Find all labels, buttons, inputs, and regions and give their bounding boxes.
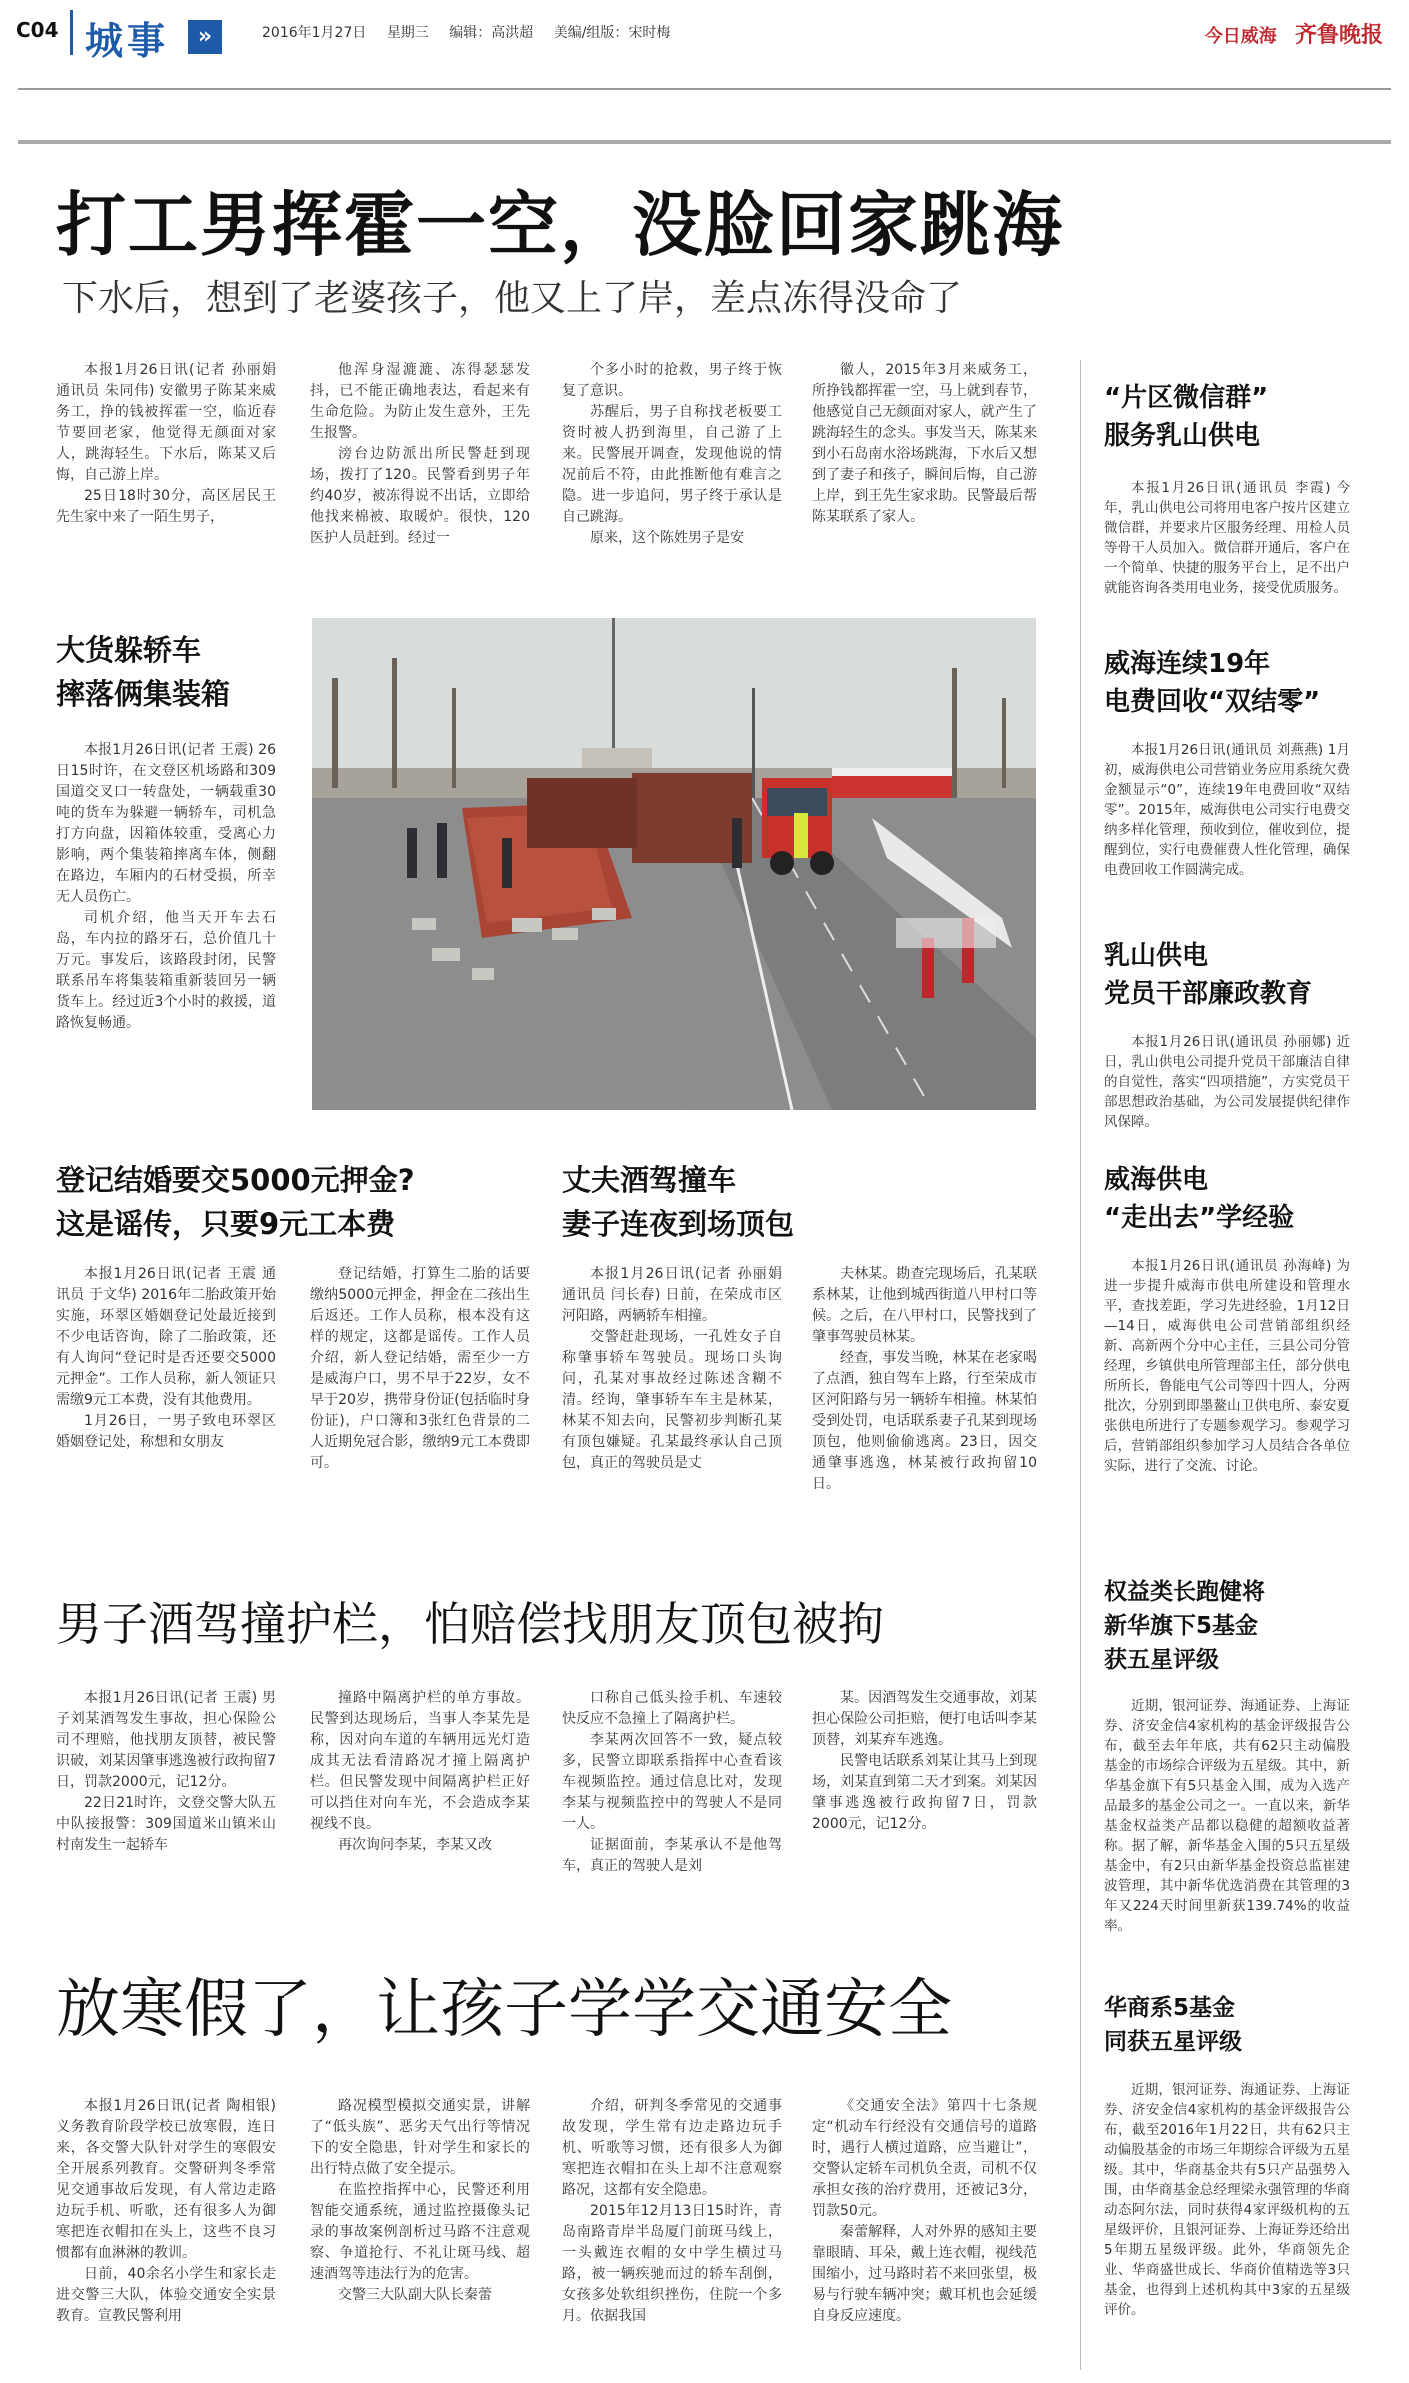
winter-col-3 xyxy=(562,2096,782,2372)
sidebar-1-title-1: “片区微信群” xyxy=(1104,383,1269,413)
truck-body xyxy=(56,740,276,1080)
issue-weekday: 星期三 xyxy=(386,25,429,41)
paragraph: 口称自己低头捡手机、车速较快反应不急撞上了隔离护栏。 xyxy=(562,1690,782,1727)
masthead xyxy=(1205,18,1383,49)
drunk-col-3 xyxy=(562,1688,782,1898)
winter-col-1 xyxy=(56,2096,276,2372)
paragraph: 秦蕾解释，人对外界的感知主要靠眼睛、耳朵，戴上连衣帽，视线范围缩小，过马路时若不来回张望，极易与行驶车辆冲突；戴耳机也会延缓自身反应速度。 xyxy=(812,2224,1037,2324)
paragraph: 本报1月26日讯(记者 孙丽娟 通讯员 朱同伟) 安徽男子陈某来威务工，挣的钱被挥霍一空，临近春节要回老家，他觉得无颜面对家人，跳海轻生。下水后，陈某又后悔，自己游上岸。 xyxy=(56,362,276,483)
paragraph: 在监控指挥中心，民警还利用智能交通系统，通过监控摄像头记录的事故案例剖析过马路不注意观察、争道抢行、不礼让斑马线、超速酒驾等违法行为的危害。 xyxy=(310,2182,530,2282)
paragraph: 介绍，研判冬季常见的交通事故发现，学生常有边走路边玩手机、听歌等习惯，还有很多人为御寒把连衣帽扣在头上却不注意观察路况，这都有安全隐患。 xyxy=(562,2098,782,2198)
paragraph: 25日18时30分，高区居民王先生家中来了一陌生男子， xyxy=(56,488,276,525)
sidebar-3-title-2: 党员干部廉政教育 xyxy=(1104,979,1313,1009)
sidebar-4-body: 本报1月26日讯(通讯员 孙海峰) 为进一步提升威海市供电所建设和管理水平，查找差距，学习先进经验，1月12日—14日，威海供电公司营销部组织经新、高新两个分中心主任，三县公司分管经理，乡镇供电所管理部主任，部分供电所所长，鲁能电气公司等四十四人，分两批次，分别到即墨鳌山卫供电所、泰安夏张供电所进行了专题参观学习。参观学习后，营销部组织参加学习人员结合各单位实际，进行了交流、讨论。 xyxy=(1104,1258,1350,1474)
drunk-col-2 xyxy=(310,1688,530,1898)
sidebar-1-title-2: 服务乳山供电 xyxy=(1104,421,1261,451)
edition-name: 今日威海 xyxy=(1204,26,1277,47)
sidebar-divider xyxy=(1080,360,1081,2370)
drunk-col-1 xyxy=(56,1688,276,1898)
sidebar-2-title-1: 威海连续19年 xyxy=(1104,649,1271,679)
paragraph: 某。因酒驾发生交通事故，刘某担心保险公司拒赔，便打电话叫李某顶替，刘某弃车逃逸。 xyxy=(812,1690,1037,1748)
sidebar-4-title-2: “走出去”学经验 xyxy=(1104,1203,1295,1233)
marriage-col-1 xyxy=(56,1264,276,1516)
sidebar-3-title-1: 乳山供电 xyxy=(1104,941,1209,971)
paragraph: 证据面前，李某承认不是他驾车，真正的驾驶人是刘 xyxy=(562,1837,782,1874)
truck-title-1: 大货躲轿车 xyxy=(56,633,202,667)
sidebar-5-body: 近期，银河证券、海通证券、上海证券、济安金信4家机构的基金评级报告公布，截至去年年底，共有62只主动偏股基金的市场综合评级为五星级。其中，新华基金旗下有5只基金入围，成为入选产品最多的基金公司之一。一直以来，新华基金权益类产品都以稳健的超额收益著称。据了解，新华基金入围的5只五星级基金中，有2只由新华基金投资总监崔建波管理，其中新华优选消费在其管理的3年又224天时间里新获139.74%的收益率。 xyxy=(1104,1698,1350,1934)
sidebar-6-title-2: 同获五星评级 xyxy=(1104,2029,1242,2055)
issue-date: 2016年1月27日 xyxy=(262,25,367,41)
top-thick-rule xyxy=(18,140,1391,144)
brand-logo: 齐鲁晚报 xyxy=(1294,22,1383,48)
winter-col-4 xyxy=(812,2096,1037,2372)
sidebar-6-body: 近期，银河证券、海通证券、上海证券、济安金信4家机构的基金评级报告公布，截至2016年1月22日，共有62只主动偏股基金的市场三年期综合评级为五星级。其中，华商基金共有5只产品强势入围，由华商基金总经理梁永强管理的华商动态阿尔法，同时获得4家评级机构的五星级评价，且银河证券、上海证券还给出5年期五星级评级。此外，华商领先企业、华商盛世成长、华商价值精选等3只基金，也得到上述机构其中3家的五星级评价。 xyxy=(1104,2082,1350,2318)
paragraph: 经查，事发当晚，林某在老家喝了点酒，独自驾车上路，行至荣成市区河阳路与另一辆轿车相撞。林某怕受到处罚，电话联系妻子孔某到现场顶包，他则偷偷逃离。23日，因交通肇事逃逸，林某被行政拘留10日。 xyxy=(812,1350,1037,1492)
marriage-col-2: 登记结婚，打算生二胎的话要缴纳5000元押金，押金在二孩出生后返还。工作人员称，根本没有这样的规定，这都是谣传。工作人员介绍，新人登记结婚，需至少一方是威海户口，男不早于22岁，女不早于20岁，携带身份证(包括临时身份证)，户口簿和3张红色背景的二人近期免冠合影，缴纳9元工本费即可。 xyxy=(310,1266,530,1471)
paragraph: 滂台边防派出所民警赶到现场，拨打了120。民警看到男子年约40岁，被冻得说不出话，立即给他找来棉被、取暖炉。很快，120医护人员赶到。经过一 xyxy=(310,446,530,546)
paragraph: 路况模型模拟交通实景，讲解了“低头族”、恶劣天气出行等情况下的安全隐患，针对学生和家长的出行特点做了安全提示。 xyxy=(310,2098,530,2177)
paragraph: 苏醒后，男子自称找老板要工资时被人扔到海里，自己游了上来。民警展开调查，发现他说的情况前后不符，由此推断他有难言之隐。进一步追问，男子终于承认是自己跳海。 xyxy=(562,404,782,525)
paragraph: 22日21时许，文登交警大队五中队接报警：309国道米山镇米山村南发生一起轿车 xyxy=(56,1795,276,1853)
paragraph: 个多小时的抢救，男子终于恢复了意识。 xyxy=(562,362,782,399)
paragraph: 日前，40余名小学生和家长走进交警三大队，体验交通安全实景教育。宣教民警利用 xyxy=(56,2266,276,2324)
paragraph: 司机介绍，他当天开车去石岛，车内拉的路牙石，总价值几十万元。事发后，该路段封闭，民警联系吊车将集装箱重新装回另一辆货车上。经过近3个小时的救援，道路恢复畅通。 xyxy=(56,910,276,1031)
winter-col-2 xyxy=(310,2096,530,2372)
sidebar-2-title-2: 电费回收“双结零” xyxy=(1104,687,1321,717)
paragraph: 民警电话联系刘某让其马上到现场，刘某直到第二天才到案。刘某因肇事逃逸被行政拘留7日，罚款2000元，记12分。 xyxy=(812,1753,1037,1832)
sidebar-3-body: 本报1月26日讯(通讯员 孙丽娜) 近日，乳山供电公司提升党员干部廉洁自律的自觉性，落实“四项措施”，方实党员干部思想政治基础，为公司发展提供纪律作风保障。 xyxy=(1104,1034,1350,1130)
sidebar-2-body: 本报1月26日讯(通讯员 刘燕燕) 1月初，威海供电公司营销业务应用系统欠费金额显示“0”，连续19年电费回收“双结零”。2015年，威海供电公司实行电费交纳多样化管理，预收到位，催收到位，提醒到位，实行电费催费人性化管理，确保电费回收工作圆满完成。 xyxy=(1104,742,1350,878)
paragraph: 夫林某。勘查完现场后，孔某联系林某，让他到城西街道八甲村口等候。之后，在八甲村口，民警找到了肇事驾驶员林某。 xyxy=(812,1266,1037,1345)
header-rule xyxy=(18,88,1391,90)
main-headline: 打工男挥霍一空，没脸回家跳海 xyxy=(56,184,1064,266)
paragraph: 《交通安全法》第四十七条规定“机动车行经没有交通信号的道路时，遇行人横过道路，应当避让”，交警认定轿车司机负全责，司机不仅承担女孩的治疗费用，还被记3分，罚款50元。 xyxy=(812,2098,1037,2219)
main-subtitle: 下水后，想到了老婆孩子，他又上了岸，差点冻得没命了 xyxy=(62,278,963,319)
paragraph: 本报1月26日讯(记者 王震) 男子刘某酒驾发生事故，担心保险公司不理赔，他找朋友顶替，被民警识破，刘某因肇事逃逸被行政拘留7日，罚款2000元，记12分。 xyxy=(56,1690,276,1790)
paragraph: 交警赶赴现场，一孔姓女子自称肇事轿车驾驶员。现场口头询问，孔某对事故经过陈述含糊不清。经询，肇事轿车车主是林某，林某不知去向，民警初步判断孔某有顶包嫌疑。孔某最终承认自己顶包，真正的驾驶员是丈 xyxy=(562,1329,782,1471)
designer-credit: 美编/组版：宋时梅 xyxy=(553,25,671,41)
issue-info xyxy=(262,22,686,42)
husband-col-2 xyxy=(812,1264,1037,1516)
section-title: 城事 xyxy=(85,19,170,63)
paragraph: 原来，这个陈姓男子是安 xyxy=(590,530,744,546)
paragraph: 本报1月26日讯(记者 王震) 26日15时许，在文登区机场路和309国道交叉口一转盘处，一辆载重30吨的货车为躲避一辆轿车，司机急打方向盘，因箱体较重，受离心力影响，两个集装箱摔离车体，侧翻在路边，车厢内的石材受损，所幸无人员伤亡。 xyxy=(56,742,276,905)
husband-col-1 xyxy=(562,1264,782,1516)
paragraph: 本报1月26日讯(记者 王震 通讯员 于文华) 2016年二胎政策开始实施，环翠区婚姻登记处最近接到不少电话咨询，除了二胎政策，还有人询问“登记时是否还要交5000元押金”。工作人员称，新人领证只需缴9元工本费，没有其他费用。 xyxy=(56,1266,276,1408)
page-number: C04 xyxy=(16,18,59,42)
paragraph: 撞路中隔离护栏的单方事故。民警到达现场后，当事人李某先是称，因对向车道的车辆用远光灯造成其无法看清路况才撞上隔离护栏。但民警发现中间隔离护栏正好可以挡住对向车光，不会造成李某视线不良。 xyxy=(310,1690,530,1832)
paragraph: 再次询问李某，李某又改 xyxy=(338,1837,492,1853)
paragraph: 本报1月26日讯(记者 陶相银) 义务教育阶段学校已放寒假，连日来，各交警大队针对学生的寒假安全开展系列教育。交警研判冬季常见交通事故后发现，有人常边走路边玩手机、听歌，还有很多人为御寒把连衣帽扣在头上，这些不良习惯都有血淋淋的教训。 xyxy=(56,2098,276,2261)
header-divider xyxy=(70,10,73,55)
marriage-title-1: 登记结婚要交5000元押金? xyxy=(56,1163,415,1197)
sidebar-6-title-1: 华商系5基金 xyxy=(1104,1995,1236,2021)
paragraph: 本报1月26日讯(记者 孙丽娟 通讯员 闫长春) 日前，在荣成市区河阳路，两辆轿车相撞。 xyxy=(562,1266,782,1324)
main-col-2 xyxy=(310,360,530,570)
marriage-title-2: 这是谣传，只要9元工本费 xyxy=(56,1207,396,1241)
paragraph: 交警三大队副大队长秦蕾 xyxy=(338,2287,492,2303)
editor-credit: 编辑：高洪超 xyxy=(449,25,534,41)
husband-title-1: 丈夫酒驾撞车 xyxy=(562,1163,737,1197)
accident-photo xyxy=(312,618,1036,1110)
sidebar-5-title-1: 权益类长跑健将 xyxy=(1104,1579,1265,1605)
sidebar-1-body: 本报1月26日讯(通讯员 李霞) 今年，乳山供电公司将用电客户按片区建立微信群，并要求片区服务经理、用检人员等骨干人员加入。微信群开通后，客户在一个简单、快捷的服务平台上，足不出户就能咨询各类用电业务，接受优质服务。 xyxy=(1104,480,1350,596)
section-arrow-icon: » xyxy=(188,20,222,54)
main-col-1 xyxy=(56,360,276,570)
drunk-col-4 xyxy=(812,1688,1037,1898)
paragraph: 2015年12月13日15时许，青岛南路青岸半岛厦门前斑马线上，一头戴连衣帽的女中学生横过马路，被一辆疾驰而过的轿车刮倒，女孩多处软组织挫伤，住院一个多月。依据我国 xyxy=(562,2203,782,2324)
truck-title-2: 摔落俩集装箱 xyxy=(56,677,231,711)
sidebar-5-title-2: 新华旗下5基金 xyxy=(1104,1613,1259,1639)
sidebar-4-title-1: 威海供电 xyxy=(1104,1165,1209,1195)
paragraph: 1月26日，一男子致电环翠区婚姻登记处，称想和女朋友 xyxy=(56,1413,276,1450)
paragraph: 李某两次回答不一致，疑点较多，民警立即联系指挥中心查看该车视频监控。通过信息比对，发现李某与视频监控中的驾驶人不是同一人。 xyxy=(562,1732,782,1832)
winter-headline: 放寒假了，让孩子学学交通安全 xyxy=(56,1973,952,2047)
drunk-headline: 男子酒驾撞护栏，怕赔偿找朋友顶包被拘 xyxy=(56,1597,884,1651)
paragraph: 他浑身湿漉漉、冻得瑟瑟发抖，已不能正确地表达，看起来有生命危险。为防止发生意外，王先生报警。 xyxy=(310,362,530,441)
husband-title-2: 妻子连夜到场顶包 xyxy=(562,1207,795,1241)
main-col-4: 徽人，2015年3月来威务工，所挣钱都挥霍一空，马上就到春节，他感觉自己无颜面对家人，就产生了跳海轻生的念头。事发当天，陈某来到小石岛南水浴场跳海，下水后又想到了妻子和孩子，瞬间后悔，自己游上岸，到王先生家求助。民警最后帮陈某联系了家人。 xyxy=(812,362,1037,525)
photo-alt-text: 现场照片：两个集装箱侧翻在路边 xyxy=(674,1104,689,1105)
main-col-3 xyxy=(562,360,782,570)
sidebar-5-title-3: 获五星评级 xyxy=(1104,1647,1219,1673)
